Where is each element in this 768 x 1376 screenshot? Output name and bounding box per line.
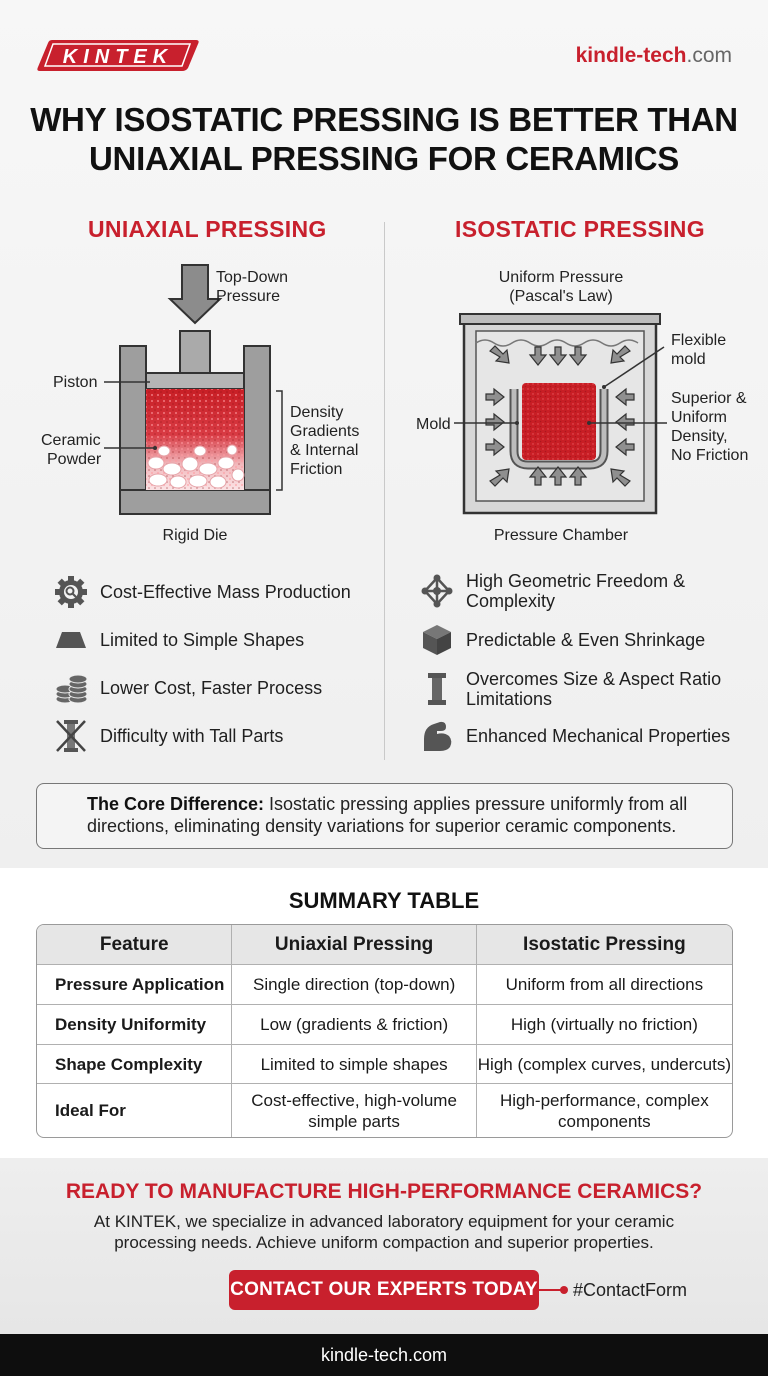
label-uniform: Uniform: [671, 409, 728, 426]
table-cell: Uniform from all directions: [476, 965, 732, 1004]
summary-table: [36, 924, 733, 1138]
core-difference-bold: The Core Difference:: [87, 794, 265, 814]
gear-search-icon: [52, 573, 90, 611]
uniaxial-feature-4: [52, 717, 283, 755]
isostatic-heading: ISOSTATIC PRESSING: [455, 216, 705, 242]
site-url-top[interactable]: [576, 44, 732, 68]
isostatic-feature-label-1: [466, 571, 685, 611]
isostatic-feature-1-line2: Complexity: [466, 591, 556, 611]
uniaxial-feature-label-4: Difficulty with Tall Parts: [100, 726, 284, 746]
die-left-wall: [120, 346, 146, 514]
tall-part-crossed-icon: [52, 717, 90, 755]
table-cell: Pressure Application: [55, 975, 225, 994]
cta-title: READY TO MANUFACTURE HIGH-PERFORMANCE CERAMICS?: [65, 1180, 703, 1203]
cta-connector-dot: [560, 1286, 568, 1294]
die-right-wall: [244, 346, 270, 514]
isostatic-feature-1: [418, 571, 685, 611]
uniaxial-heading: UNIAXIAL PRESSING: [88, 216, 327, 242]
trapezoid-shape-icon: [52, 621, 90, 659]
i-beam-icon: [418, 670, 456, 708]
uniaxial-feature-2: [52, 621, 304, 659]
label-density: Density: [290, 404, 344, 421]
page-title-line1: WHY ISOSTATIC PRESSING IS BETTER THAN: [30, 101, 738, 138]
table-cell: Single direction (top-down): [231, 965, 475, 1004]
uniaxial-feature-label-2: Limited to Simple Shapes: [100, 630, 305, 650]
table-cell: Density Uniformity: [55, 1015, 207, 1034]
label-top-down: Top-Down: [216, 269, 289, 286]
label-mold-2: mold: [671, 351, 706, 368]
site-url-red: kindle-tech: [575, 44, 687, 67]
uniaxial-feature-label-3: Lower Cost, Faster Process: [100, 678, 323, 698]
isostatic-diagram: [384, 255, 768, 555]
isostatic-feature-3: [418, 669, 721, 709]
label-superior: Superior &: [671, 390, 747, 407]
page-title: [0, 100, 768, 178]
label-piston: Piston: [53, 374, 98, 391]
piston-plate: [146, 373, 244, 389]
uniaxial-feature-label-1: Cost-Effective Mass Production: [100, 582, 351, 602]
site-url-grey: .com: [686, 44, 732, 67]
contact-form-link[interactable]: #ContactForm: [573, 1280, 688, 1300]
table-header-row: [37, 925, 732, 964]
logo-text: KINTEK: [62, 46, 174, 68]
isostatic-feature-2: [418, 621, 705, 659]
core-difference-box: [36, 783, 733, 849]
isostatic-feature-4: [418, 717, 730, 755]
label-pressure: Pressure: [216, 288, 281, 305]
die-base: [120, 490, 270, 514]
label-pascal: (Pascal's Law): [509, 288, 613, 305]
table-cell: Limited to simple shapes: [231, 1045, 475, 1083]
isostatic-feature-label-4: Enhanced Mechanical Properties: [466, 726, 731, 746]
uniaxial-feature-1: [52, 573, 351, 611]
isostatic-feature-label-3: [466, 669, 721, 709]
table-cell: Ideal For: [55, 1101, 126, 1120]
table-cell: Cost-effective, high-volume simple parts: [231, 1084, 475, 1137]
uniaxial-diagram: [0, 255, 384, 555]
page-title-line2: UNIAXIAL PRESSING FOR CERAMICS: [89, 140, 679, 177]
label-rigid-die: Rigid Die: [162, 527, 228, 544]
label-friction: Friction: [290, 461, 343, 478]
table-cell: High-performance, complex components: [476, 1084, 732, 1137]
table-header-cell: Uniaxial Pressing: [231, 925, 475, 964]
label-gradients: Gradients: [290, 423, 360, 440]
summary-title: SUMMARY TABLE: [288, 888, 480, 913]
piston-rod: [180, 331, 210, 373]
contact-experts-button[interactable]: CONTACT OUR EXPERTS TODAY: [229, 1270, 539, 1310]
label-pressure-chamber: Pressure Chamber: [493, 527, 629, 544]
cube-icon: [418, 621, 456, 659]
table-header-cell: Isostatic Pressing: [476, 925, 732, 964]
isostatic-feature-1-line1: High Geometric Freedom &: [466, 571, 686, 591]
label-mold: Mold: [416, 416, 451, 433]
label-flexible: Flexible: [671, 332, 727, 349]
cta-text: At KINTEK, we specialize in advanced laboratory equipment for your ceramic processing needs. Achieve uniform compaction and superior properties.: [93, 1212, 675, 1252]
label-no-friction: No Friction: [671, 447, 749, 464]
label-density-iso: Density,: [671, 428, 728, 445]
isostatic-feature-3-line1: Overcomes Size & Aspect Ratio: [466, 669, 722, 689]
label-ceramic: Ceramic: [41, 432, 101, 449]
footer-url[interactable]: kindle-tech.com: [0, 1334, 768, 1376]
core-difference-text: Isostatic pressing applies pressure uniformly from all directions, eliminating density variations for superior ceramic components.: [87, 794, 688, 836]
uniaxial-feature-3: [52, 669, 322, 707]
label-uniform-pressure: Uniform Pressure: [498, 269, 624, 286]
table-cell: High (virtually no friction): [476, 1005, 732, 1044]
network-nodes-icon: [418, 572, 456, 610]
coin-stack-icon: [52, 669, 90, 707]
table-header-cell: Feature: [99, 934, 169, 955]
top-down-arrow-icon: [170, 265, 220, 323]
table-row: [37, 964, 732, 1004]
isostatic-feature-label-2: Predictable & Even Shrinkage: [466, 630, 706, 650]
table-cell: Shape Complexity: [55, 1054, 203, 1074]
table-row: [37, 1083, 732, 1137]
table-cell: High (complex curves, undercuts): [476, 1045, 732, 1083]
table-row: [37, 1004, 732, 1044]
kintek-logo[interactable]: [36, 38, 200, 72]
table-row: [37, 1044, 732, 1083]
flexed-arm-icon: [418, 717, 456, 755]
label-internal: & Internal: [290, 442, 359, 459]
isostatic-feature-3-line2: Limitations: [466, 689, 553, 709]
label-powder: Powder: [47, 451, 102, 468]
table-cell: Low (gradients & friction): [231, 1005, 475, 1044]
